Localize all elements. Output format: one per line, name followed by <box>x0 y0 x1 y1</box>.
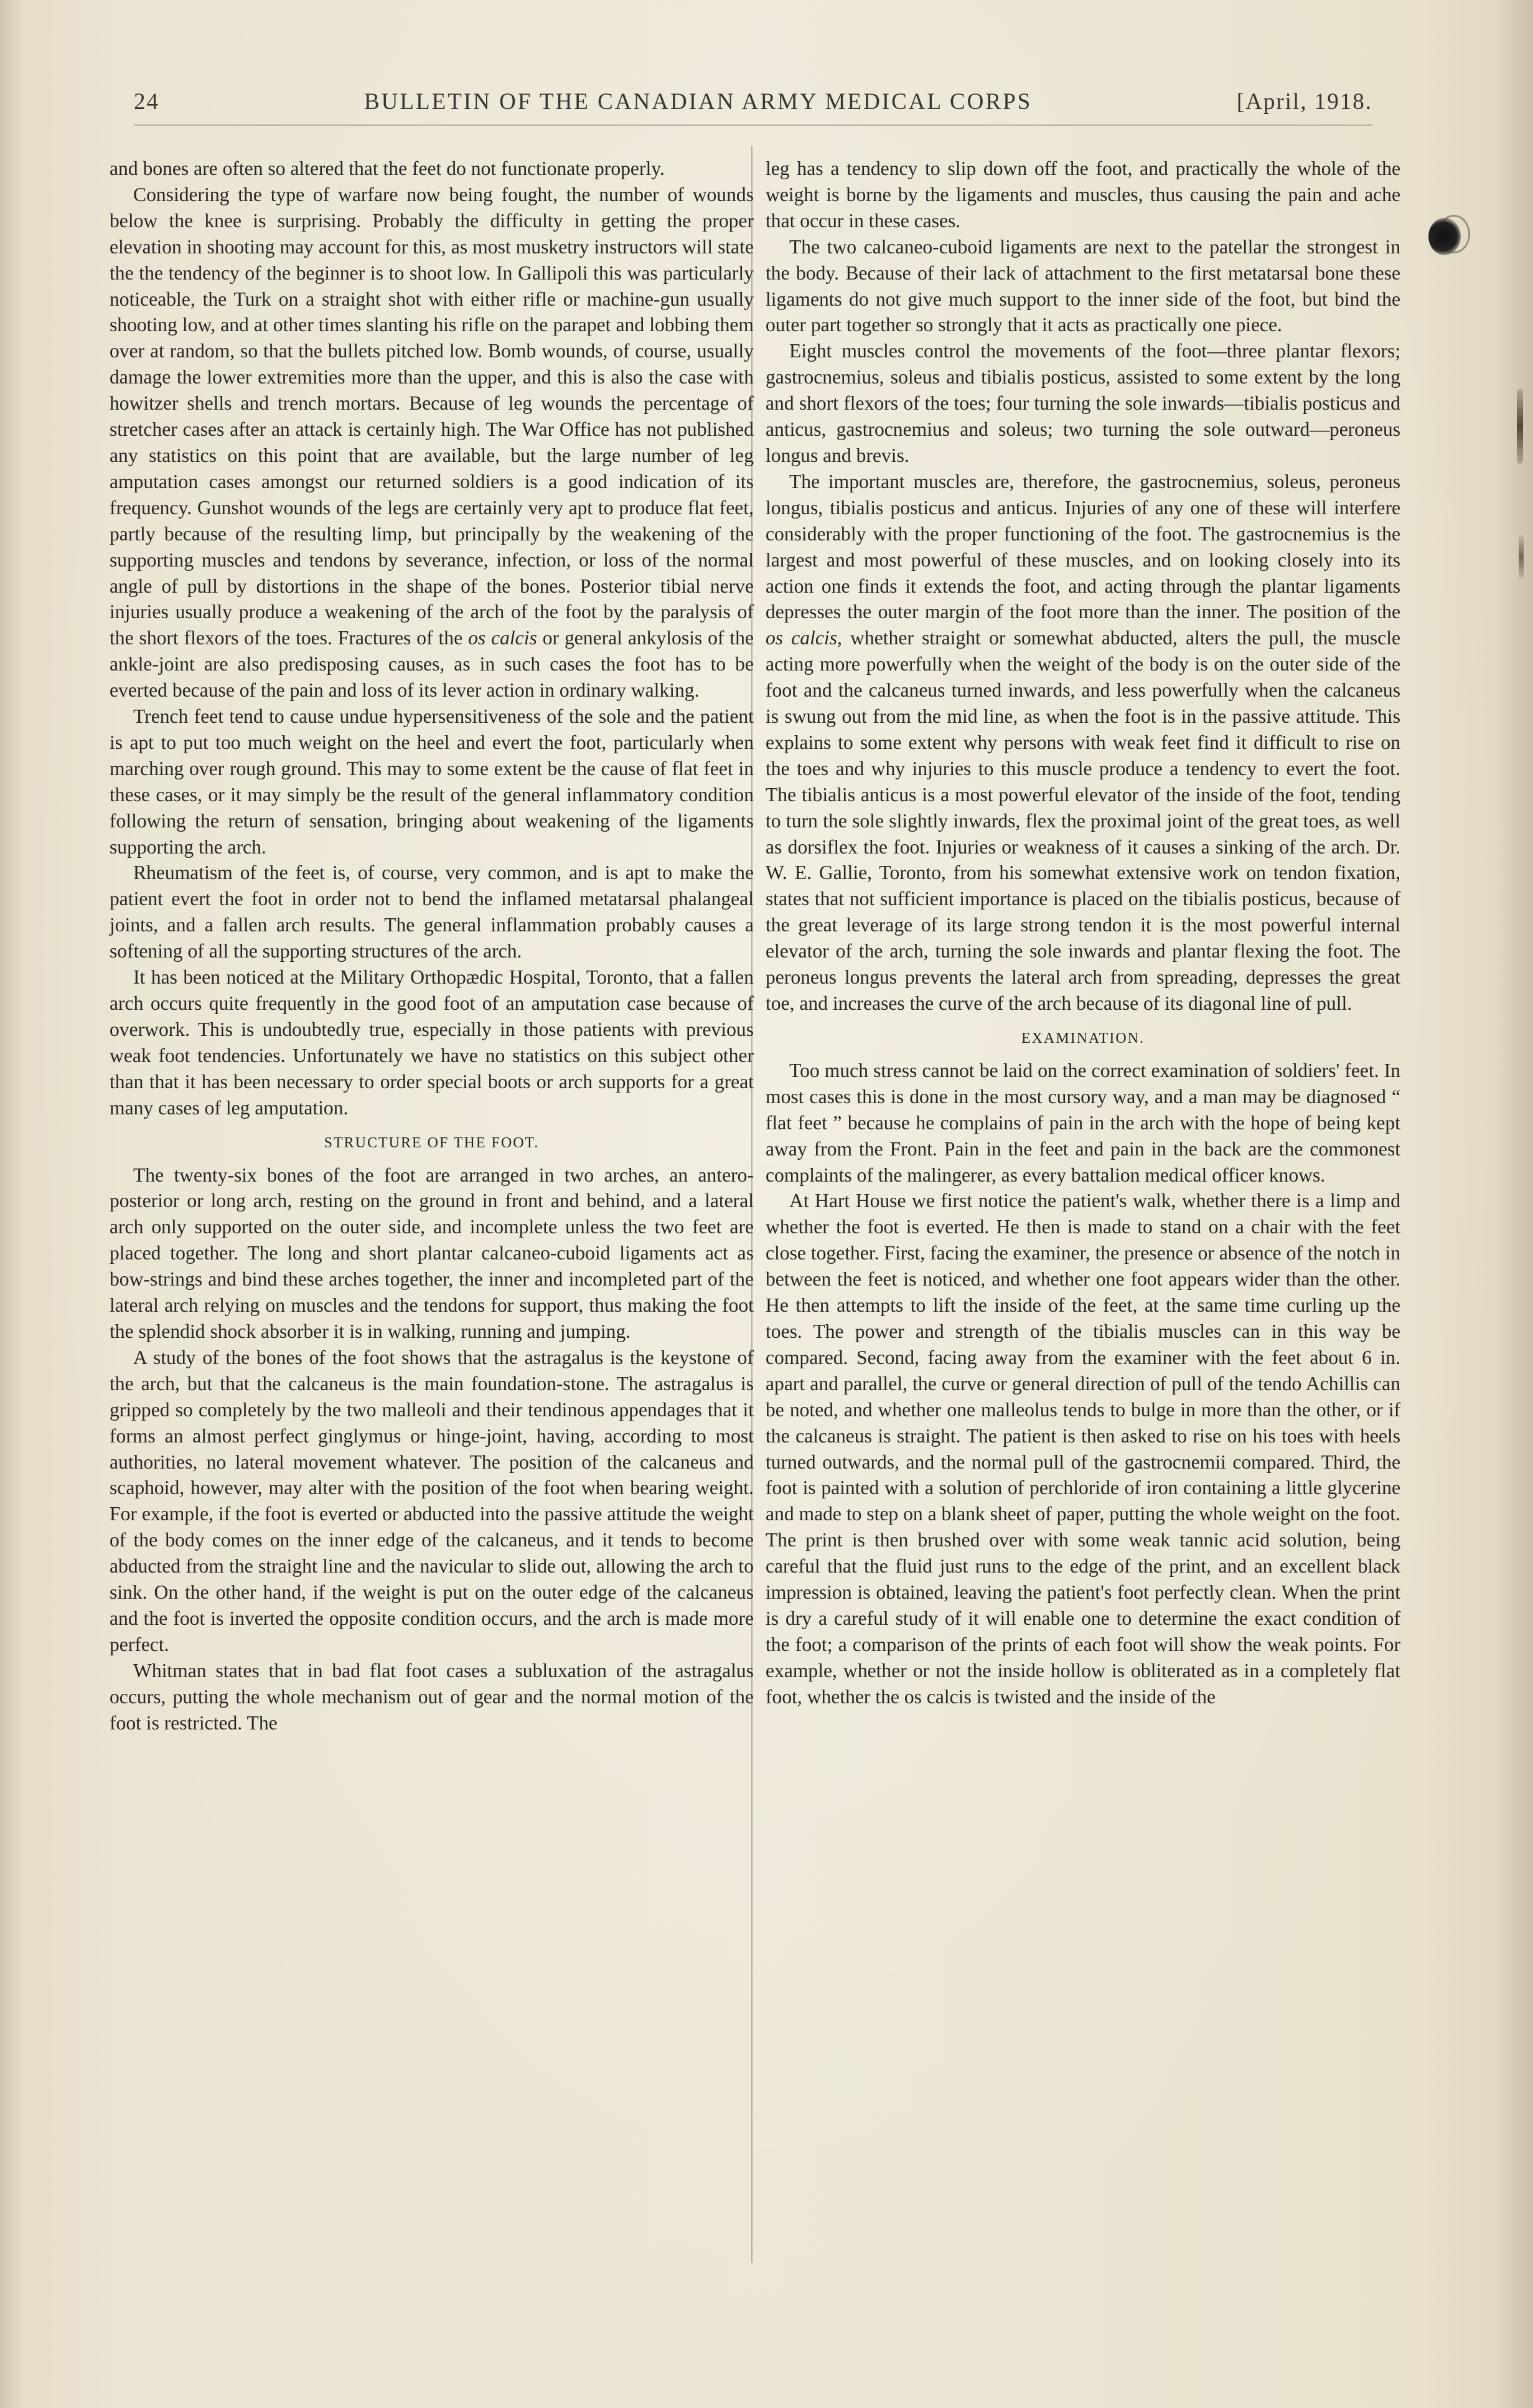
section-heading: STRUCTURE OF THE FOOT. <box>324 1134 540 1151</box>
paragraph: Eight muscles control the movements of the foot—three plantar flexors; gastrocnemius, soleus and tibialis posticus, assisted to some extent by the long and short flexors of the toes; four turning the sole inwards—tibialis posticus and anticus, gastrocnemius and soleus; two turning the sole outward—peroneus longus and brevis. <box>766 340 1400 466</box>
page-number: 24 <box>134 89 159 115</box>
paper-tear-mark <box>1517 389 1523 464</box>
paragraph: Whitman states that in bad flat foot cases a subluxation of the astragalus occurs, putting the whole mechanism out of gear and the normal motion of the foot is restricted. The <box>110 1659 754 1734</box>
paragraph: The twenty-six bones of the foot are arranged in two arches, an antero-posterior or long arch, resting on the ground in front and behind, and a lateral arch only supported on the outer side, and incomplete unless the two feet are placed together. The long and short plantar calcaneo-cuboid ligaments act as bow-strings and bind these arches together, the inner and incompleted part of the lateral arch relying on muscles and the tendons for support, thus making the foot the splendid shock absorber it is in walking, running and jumping. <box>110 1164 754 1342</box>
right-column <box>766 156 1400 1710</box>
paragraph: leg has a tendency to slip down off the foot, and practically the whole of the weight is borne by the ligaments and muscles, thus causing the pain and ache that occur in these cases. <box>766 158 1400 232</box>
page-edge-shadow <box>1496 0 1533 2408</box>
paragraph-text: whether straight or somewhat abducted, alters the pull, the muscle acting more powerfully when the weight of the body is on the outer side of the foot and the calcaneus turned inwards, and less powerfully when the calcaneus is swung out from the mid line, as when the foot is in the passive attitude. This explains to some extent why persons with weak feet find it difficult to rise on the toes and why injuries to this muscle produce a tendency to evert the foot. The tibialis anticus is a most powerful elevator of the inside of the foot, tending to turn the sole slightly inwards, flex the proximal joint of the great toes, as well as dorsiflex the foot. Injuries or weakness of it causes a sinking of the arch. Dr. W. E. Gallie, Toronto, from his somewhat extensive work on tendon fixation, states that not sufficient importance is placed on the tibialis posticus, because of the great leverage of its large strong tendon it is the most powerful internal elevator of the arch, turning the sole inwards and plantar flexing the foot. The peroneus longus prevents the lateral arch from spreading, depresses the great toe, and increases the curve of the arch because of its diagonal line of pull. <box>766 627 1400 1014</box>
italic-term: os calcis <box>468 627 537 649</box>
paragraph: It has been noticed at the Military Orthopædic Hospital, Toronto, that a fallen arch occurs quite frequently in the good foot of an amputation case because of overwork. This is undoubtedly true, especially in those patients with previous weak foot tendencies. Unfortunately we have no statistics on this subject other than that it has been necessary to order special boots or arch supports for a great many cases of leg amputation. <box>110 966 754 1119</box>
paragraph: Too much stress cannot be laid on the correct examination of soldiers' feet. In most cases this is done in the most cursory way, and a man may be diagnosed “ flat feet ” because he complains of pain in the arch with the hope of being kept away from the Front. Pain in the feet and pain in the back are the commonest complaints of the malingerer, as every battalion medical officer knows. <box>766 1059 1400 1186</box>
paper-tear-mark <box>1519 535 1524 579</box>
paragraph-text: or general ankylosis of the ankle-joint are also predisposing causes, as in such cases the foot has to be everted because of the pain and loss of its lever action in ordinary walking. <box>110 627 754 702</box>
page-edge-shadow <box>0 0 25 2408</box>
paragraph: At Hart House we first notice the patient's walk, whether there is a limp and whether the foot is everted. He then is made to stand on a chair with the feet close together. First, facing the examiner, the presence or absence of the notch in between the feet is noticed, and whether one foot appears wider than the other. He then attempts to lift the inside of the feet, at the same time curling up the toes. The power and strength of the tibialis muscles can in this way be compared. Second, facing away from the examiner with the feet about 6 in. apart and parallel, the curve or general direction of pull of the tendo Achillis can be noted, and whether one malleolus tends to bulge in more than the other, or if the calcaneus is straight. The patient is then asked to rise on his toes with heels turned outwards, and the normal pull of the gastrocnemii compared. Third, the foot is painted with a solution of perchloride of iron containing a little glycerine and made to step on a blank sheet of paper, putting the whole weight on the foot. The print is then brushed over with some weak tannic acid solution, being careful that the fluid just runs to the edge of the print, and an excellent black impression is obtained, leaving the patient's foot perfectly clean. When the print is dry a careful study of it will enable one to determine the exact condition of the foot; a comparison of the prints of each foot will show the weak points. For example, whether or not the inside hollow is obliterated as in a completely flat foot, whether the os calcis is twisted and the inside of the <box>766 1190 1401 1708</box>
issue-date: [April, 1918. <box>1236 89 1372 115</box>
journal-title: BULLETIN OF THE CANADIAN ARMY MEDICAL CORPS <box>364 89 1033 115</box>
paragraph <box>766 469 1400 1017</box>
paragraph: A study of the bones of the foot shows that the astragalus is the keystone of the arch, but that the calcaneus is the main foundation-stone. The astragalus is gripped so completely by the two malleoli and their tendinous appendages that it forms an almost perfect ginglymus or hinge-joint, having, according to most authorities, no lateral movement whatever. The position of the calcaneus and scaphoid, however, may alter with the position of the foot when bearing weight. For example, if the foot is everted or abducted into the passive attitude the weight of the body comes on the inner edge of the calcaneus, and it tends to become abducted from the straight line and the navicular to slide out, allowing the arch to sink. On the other hand, if the weight is put on the outer edge of the calcaneus and the foot is inverted the opposite condition occurs, and the arch is made more perfect. <box>110 1346 754 1655</box>
binding-hole-ring <box>1438 215 1470 253</box>
paragraph <box>110 182 754 703</box>
running-header <box>134 88 1372 120</box>
paragraph: Rheumatism of the feet is, of course, very common, and is apt to make the patient evert the foot in order not to bend the inflamed metatarsal phalangeal joints, and a fallen arch results. The general inflammation probably causes a softening of all the supporting structures of the arch. <box>110 862 754 962</box>
paragraph-text: The important muscles are, therefore, the gastrocnemius, soleus, peroneus longus, tibialis posticus and anticus. Injuries of any one of these will interfere considerably with the proper functioning of the foot. The gastrocnemius is the largest and most powerful of these muscles, and on looking closely into its action one finds it extends the foot, and acting through the plantar ligaments depresses the outer margin of the foot more than the inner. The position of the <box>766 470 1400 623</box>
paragraph-text: Considering the type of warfare now being fought, the number of wounds below the knee is surprising. Probably the difficulty in getting the proper elevation in shooting may account for this, as most musketry instructors will state the the tendency of the beginner is to shoot low. In Gallipoli this was particularly noticeable, the Turk on a straight shot with either rifle or machine-gun usually shooting low, and at other times slanting his rifle on the parapet and lobbing them over at random, so that the bullets pitched low. Bomb wounds, of course, usually damage the lower extremities more than the upper, and this is also the case with howitzer shells and trench mortars. Because of leg wounds the percentage of stretcher cases after an attack is certainly high. The War Office has not published any statistics on this point that are available, but the large number of leg amputation cases amongst our returned soldiers is a good indication of its frequency. Gunshot wounds of the legs are certainly very apt to produce flat feet, partly because of the resulting limp, but principally by the weakening of the supporting muscles and tendons by severance, infection, or loss of the normal angle of pull by distortions in the shape of the bones. Posterior tibial nerve injuries usually produce a weakening of the arch of the foot by the paralysis of the short flexors of the toes. Fractures of the <box>110 183 754 649</box>
italic-term: os calcis, <box>766 627 842 649</box>
header-rule <box>134 125 1372 126</box>
section-heading: EXAMINATION. <box>1021 1030 1145 1046</box>
left-column <box>110 156 754 1736</box>
paragraph: Trench feet tend to cause undue hypersensitiveness of the sole and the patient is apt to put too much weight on the heel and evert the foot, particularly when marching over rough ground. This may to some extent be the cause of flat feet in these cases, or it may simply be the result of the general inflammatory condition following the return of sensation, bringing about weakening of the ligaments supporting the arch. <box>110 705 754 858</box>
paragraph: and bones are often so altered that the feet do not functionate properly. <box>110 158 665 179</box>
paragraph: The two calcaneo-cuboid ligaments are next to the patellar the strongest in the body. Because of their lack of attachment to the first metatarsal bone these ligaments do not give much support to the inner side of the foot, but bind the outer part together so strongly that it acts as practically one piece. <box>766 235 1400 336</box>
